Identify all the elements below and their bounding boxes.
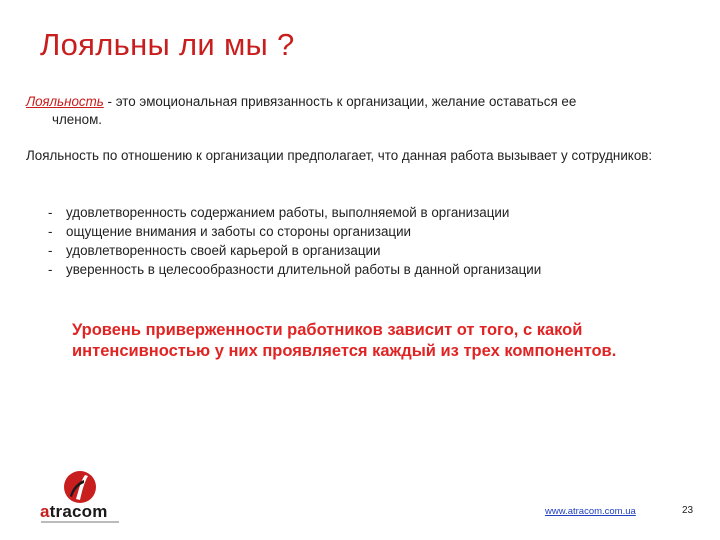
atracom-logo-icon: [62, 470, 102, 504]
highlight-statement: Уровень приверженности работников зависит от того, с какой интенсивностью у них проявляется каждый из трех компонентов.: [72, 321, 617, 360]
logo-wordmark: [40, 502, 108, 522]
list-item: [48, 241, 541, 260]
bullet-text: уверенность в целесообразности длительной работы в данной организации: [66, 262, 542, 277]
footer-website-link[interactable]: www.atracom.com.ua: [545, 506, 636, 517]
bullet-marker: -: [48, 243, 53, 258]
list-item: [48, 222, 541, 241]
bullet-marker: -: [48, 205, 53, 220]
list-item: [48, 260, 541, 279]
logo-wordmark-rest: tracom: [49, 502, 108, 521]
definition-text-line1: - это эмоциональная привязанность к организации, желание оставаться ее: [103, 94, 577, 109]
bullet-text: ощущение внимания и заботы со стороны организации: [66, 224, 412, 239]
bullet-marker: -: [48, 224, 53, 239]
bullet-text: удовлетворенность содержанием работы, выполняемой в организации: [66, 205, 510, 220]
bullet-text: удовлетворенность своей карьерой в организации: [66, 243, 381, 258]
definition-term: Лояльность: [26, 94, 104, 109]
logo-wordmark-first: a: [40, 502, 50, 521]
slide-title: Лояльны ли мы ?: [40, 27, 295, 62]
page-number: 23: [682, 505, 694, 516]
bullet-list: [48, 203, 541, 279]
bullet-marker: -: [48, 262, 53, 277]
intro-paragraph: Лояльность по отношению к организации предполагает, что данная работа вызывает у сотрудников:: [26, 148, 653, 163]
logo-tagline-bar: [41, 521, 119, 523]
atracom-logo: [40, 470, 130, 525]
definition-paragraph: [26, 93, 706, 129]
list-item: [48, 203, 541, 222]
definition-text-line2: членом.: [52, 112, 103, 127]
